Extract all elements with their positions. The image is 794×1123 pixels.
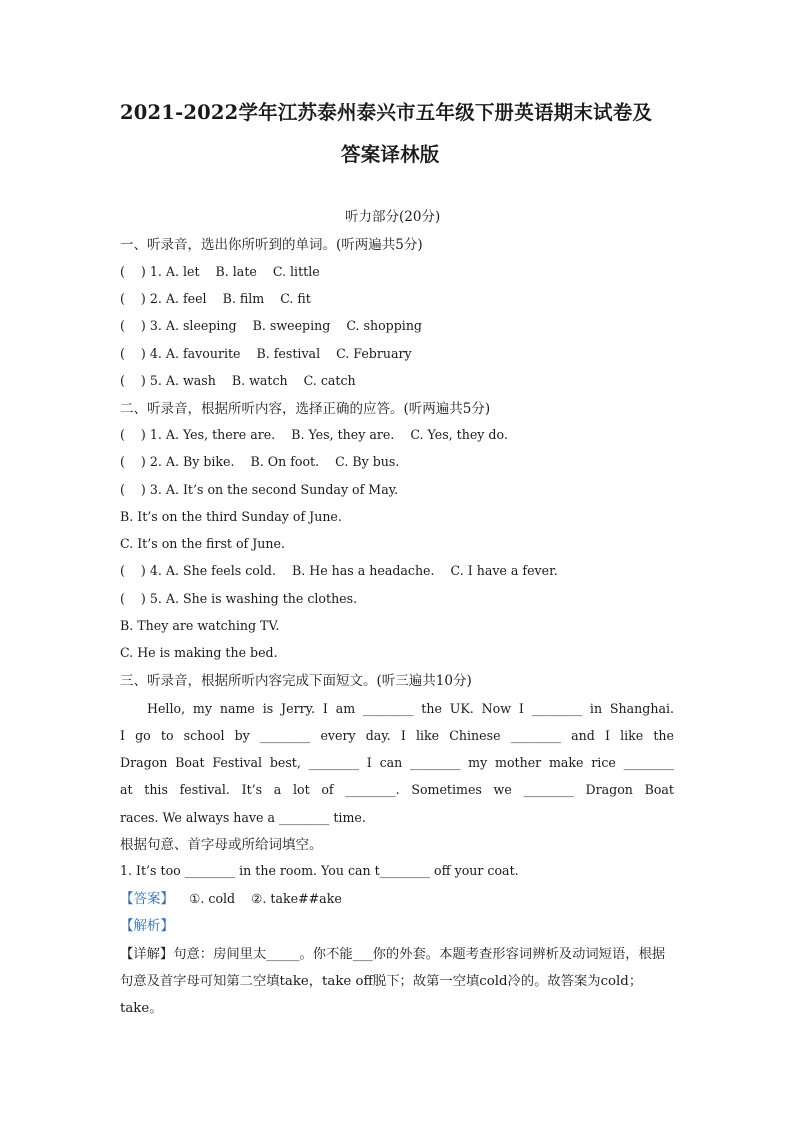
part3-heading: 三、听录音，根据所听内容完成下面短文。(听三遍共10分)	[120, 673, 472, 689]
part2-line: ( ) 3. A. It’s on the second Sunday of May.	[120, 482, 399, 497]
part3-passage-line: Dragon Boat Festival best, ________ I can ________ my mother make rice ________	[120, 755, 674, 770]
part1-item: ( ) 1. A. let B. late C. little	[120, 264, 320, 279]
document-title-line1: 2021-2022学年江苏泰州泰兴市五年级下册英语期末试卷及	[120, 101, 653, 124]
part2-line: B. They are watching TV.	[120, 618, 280, 633]
detail-text: 句意：房间里太_____。你不能___你的外套。本题考查形容词辨析及动词短语，根据句意及首字母可知第二空填take，take off脱下；故第一空填cold冷的。故答案为cold；take。	[120, 947, 666, 1016]
part1-item: ( ) 3. A. sleeping B. sweeping C. shopping	[120, 318, 422, 333]
part2-line: C. It’s on the first of June.	[120, 536, 285, 551]
part2-line: B. It’s on the third Sunday of June.	[120, 509, 342, 524]
part1-item: ( ) 4. A. favourite B. festival C. February	[120, 346, 412, 361]
part2-line: ( ) 2. A. By bike. B. On foot. C. By bus.	[120, 454, 400, 469]
detail-paragraph	[120, 941, 676, 1022]
part2-line: C. He is making the bed.	[120, 645, 278, 660]
part3-passage-line: Hello, my name is Jerry. I am ________ the UK. Now I ________ in Shanghai.	[147, 701, 674, 716]
part3-passage-line: at this festival. It’s a lot of ________. Sometimes we ________ Dragon Boat	[120, 782, 674, 797]
part3-passage-line: I go to school by ________ every day. I like Chinese ________ and I like the	[120, 728, 674, 743]
part2-line: ( ) 1. A. Yes, there are. B. Yes, they are. C. Yes, they do.	[120, 427, 508, 442]
document-title-line2: 答案译林版	[341, 143, 440, 166]
analysis-tag: 【解析】	[120, 918, 174, 934]
part2-line: ( ) 5. A. She is washing the clothes.	[120, 591, 358, 606]
part1-item: ( ) 2. A. feel B. film C. fit	[120, 291, 311, 306]
part1-heading: 一、听录音，选出你所听到的单词。(听两遍共5分)	[120, 237, 423, 253]
answer-text: ①. cold ②. take##ake	[189, 891, 342, 906]
answer-row	[120, 887, 342, 907]
part2-heading: 二、听录音，根据所听内容，选择正确的应答。(听两遍共5分)	[120, 401, 491, 417]
part2-line: ( ) 4. A. She feels cold. B. He has a headache. C. I have a fever.	[120, 563, 558, 578]
part1-item: ( ) 5. A. wash B. watch C. catch	[120, 373, 356, 388]
part4-question: 1. It’s too ________ in the room. You can t________ off your coat.	[120, 863, 519, 878]
detail-tag: 【详解】	[120, 947, 174, 962]
part4-heading: 根据句意、首字母或所给词填空。	[120, 837, 323, 853]
answer-tag: 【答案】	[120, 891, 174, 907]
part3-passage-line: races. We always have a ________ time.	[120, 810, 366, 825]
section-listening-heading: 听力部分(20分)	[345, 209, 441, 225]
